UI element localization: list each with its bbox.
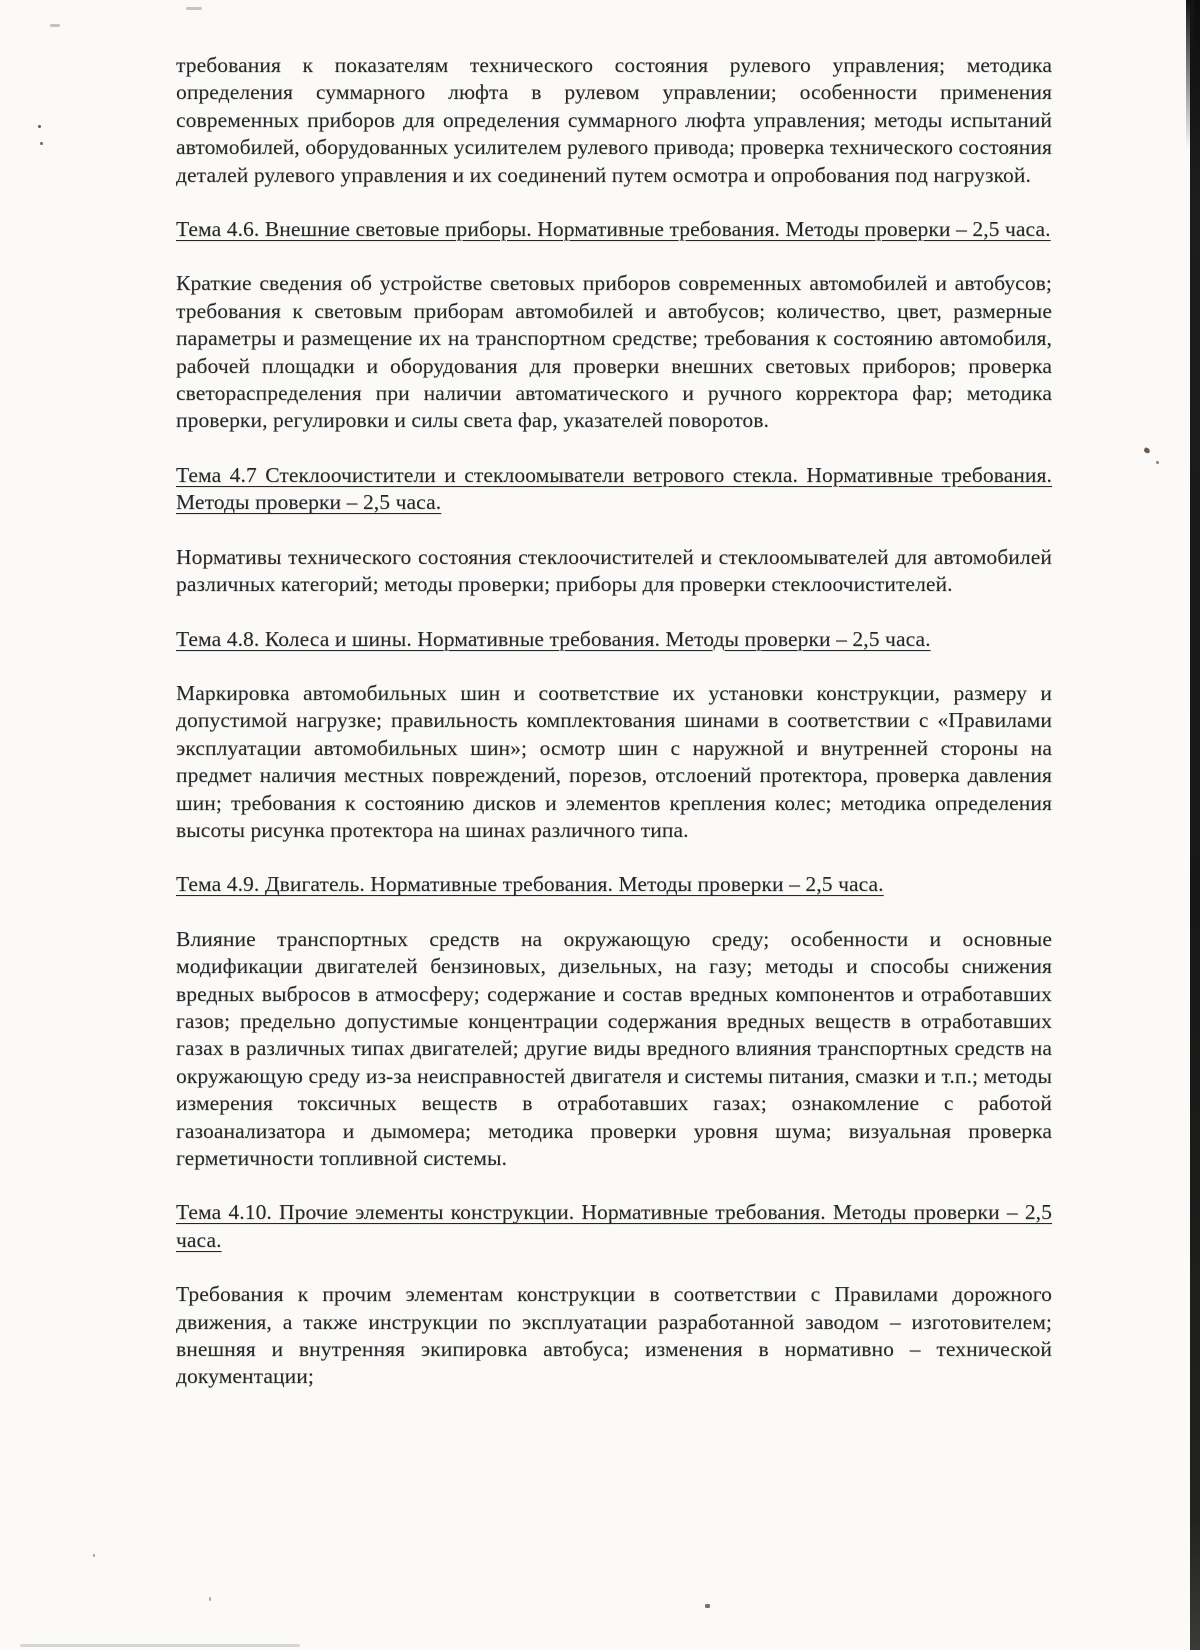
scan-speck	[705, 1604, 710, 1608]
body-paragraph: Требования к прочим элементам конструкции в соответствии с Правилами дорожного движения, а также инструкции по эксплуатации разработанной заводом – изготовителем; внешняя и внутренняя экипировка автобуса; изменения в нормативно – технической документации;	[176, 1282, 1052, 1389]
scan-speck	[50, 24, 60, 27]
topic-heading: Тема 4.6. Внешние световые приборы. Нормативные требования. Методы проверки – 2,5 часа.	[176, 217, 1051, 242]
scan-speck	[40, 142, 43, 145]
scan-speck	[1143, 447, 1151, 454]
scan-speck	[186, 7, 202, 10]
body-paragraph: Нормативы технического состояния стеклоочистителей и стеклоомывателей для автомобилей различных категорий; методы проверки; приборы для проверки стеклоочистителей.	[176, 544, 1052, 597]
scan-edge-strip	[1190, 0, 1200, 1650]
topic-heading: Тема 4.9. Двигатель. Нормативные требования. Методы проверки – 2,5 часа.	[176, 872, 884, 897]
body-paragraph: Влияние транспортных средств на окружающую среду; особенности и основные модификации двигателей бензиновых, дизельных, на газу; методы и способы снижения вредных выбросов в атмосферу; содержание и состав вредных компонентов и отработавших газов; предельно допустимые концентрации содержания вредных веществ в отработавших газах в различных типах двигателей; другие виды вредного влияния транспортных средств на окружающую среду из-за неисправностей двигателя и системы питания, смазки и т.п.; методы измерения токсичных веществ в отработавших газах; ознакомление с работой газоанализатора и дымомера; методика проверки уровня шума; визуальная проверка герметичности топливной системы.	[176, 926, 1052, 1170]
scan-speck	[209, 1597, 211, 1601]
body-paragraph: Краткие сведения об устройстве световых приборов современных автомобилей и автобусов; требования к световым приборам автомобилей и автобусов; количество, цвет, размерные параметры и размещение их на транспортном средстве; требования к состоянию автомобиля, рабочей площадки и оборудования для проверки внешних световых приборов; проверка светораспределения при наличии автоматического и ручного корректора фар; методика проверки, регулировки и силы света фар, указателей поворотов.	[176, 271, 1052, 433]
topic-heading: Тема 4.8. Колеса и шины. Нормативные требования. Методы проверки – 2,5 часа.	[176, 626, 931, 651]
body-paragraph: Маркировка автомобильных шин и соответствие их установки конструкции, размеру и допустимой нагрузке; правильность комплектования шинами в соответствии с «Правилами эксплуатации автомобильных шин»; осмотр шин с наружной и внутренней стороны на предмет наличия местных повреждений, порезов, отслоений протектора, проверка давления шин; требования к состоянию дисков и элементов крепления колес; методика определения высоты рисунка протектора на шинах различного типа.	[176, 680, 1052, 842]
topic-heading: Тема 4.7 Стеклоочистители и стеклоомыватели ветрового стекла. Нормативные требования. Методы проверки – 2,5 часа.	[176, 462, 1052, 515]
body-paragraph: требования к показателям технического состояния рулевого управления; методика определения суммарного люфта в рулевом управлении; особенности применения современных приборов для определения суммарного люфта управления; методы испытаний автомобилей, оборудованных усилителем рулевого привода; проверка технического состояния деталей рулевого управления и их соединений путем осмотра и опробования под нагрузкой.	[176, 53, 1052, 187]
scan-speck	[93, 1554, 95, 1557]
scan-speck	[38, 125, 41, 128]
scan-speck	[20, 1644, 300, 1647]
scan-speck	[1156, 461, 1159, 464]
topic-heading: Тема 4.10. Прочие элементы конструкции. Нормативные требования. Методы проверки – 2,5 часа.	[176, 1200, 1052, 1252]
scan-edge-strip-top	[1186, 0, 1194, 150]
document-text-column	[176, 52, 1052, 1418]
